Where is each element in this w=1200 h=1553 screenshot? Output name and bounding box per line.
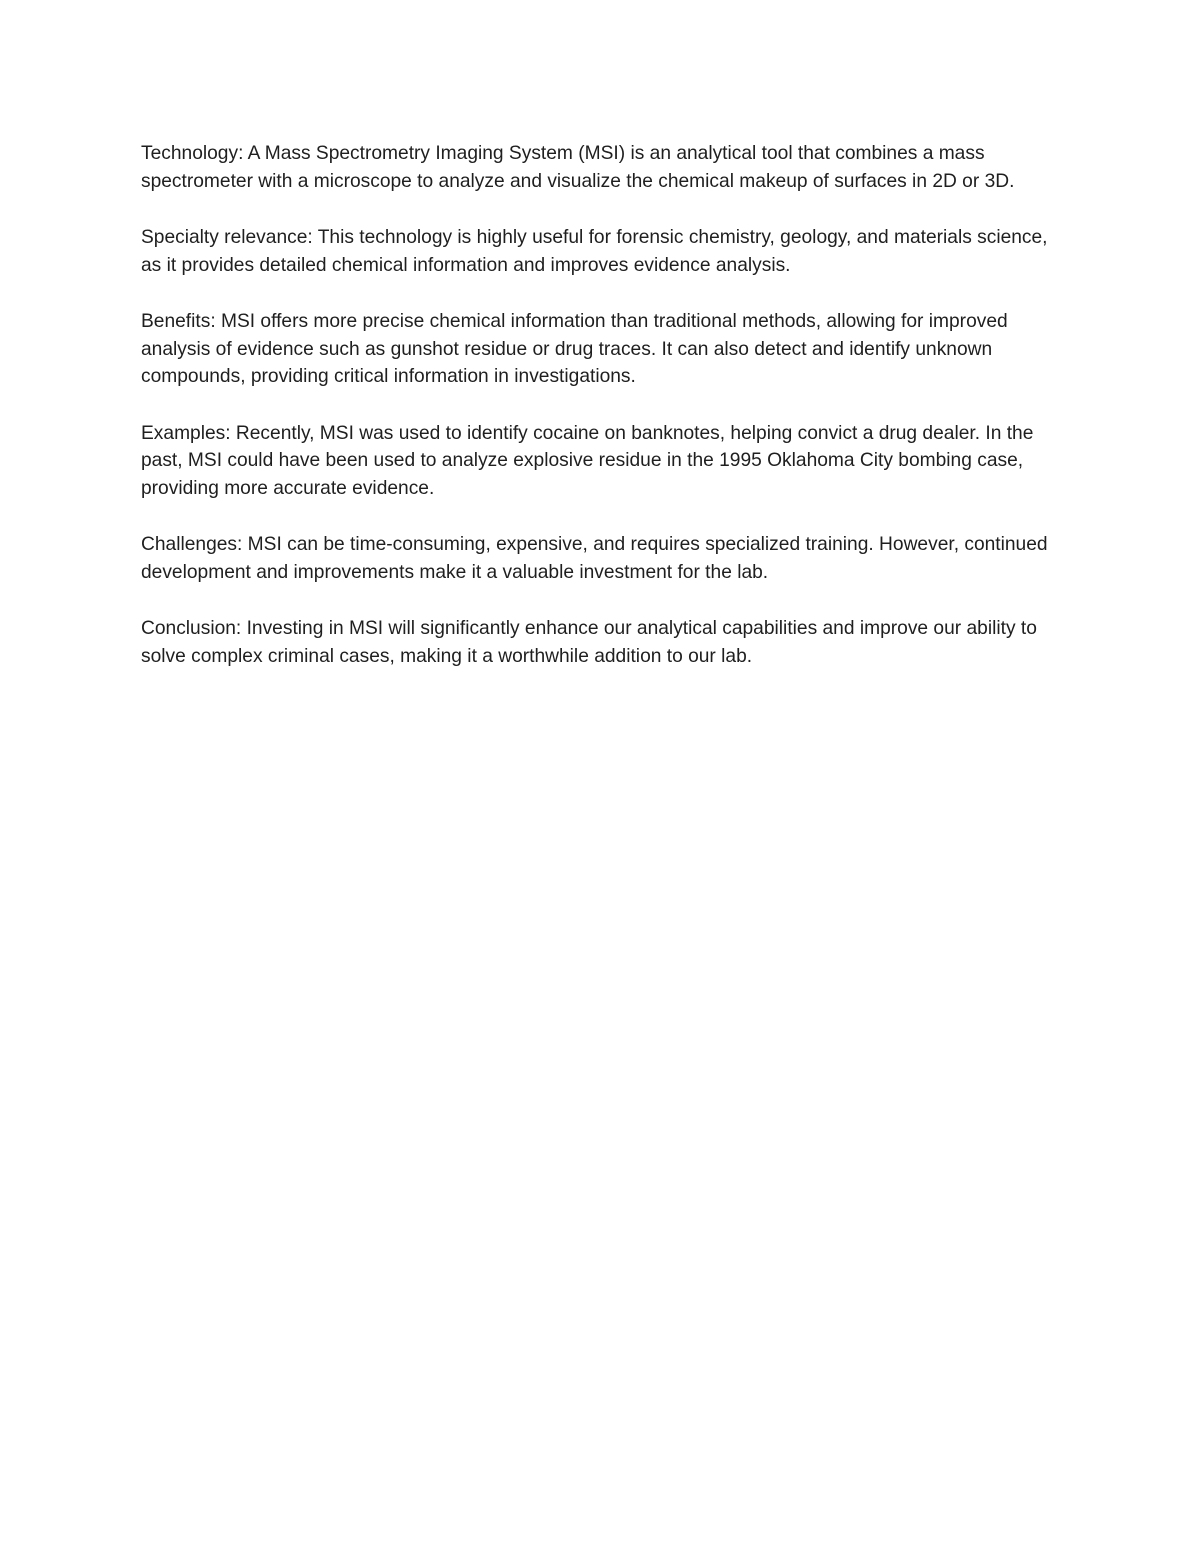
paragraph-conclusion: Conclusion: Investing in MSI will significantly enhance our analytical capabilities and improve our ability to solve complex criminal cases, making it a worthwhile addition to our lab. [141,618,1037,667]
paragraph-technology: Technology: A Mass Spectrometry Imaging System (MSI) is an analytical tool that combines a mass spectrometer with a microscope to analyze and visualize the chemical makeup of surfaces in 2D or 3D. [141,143,1015,192]
paragraph-benefits: Benefits: MSI offers more precise chemical information than traditional methods, allowing for improved analysis of evidence such as gunshot residue or drug traces. It can also detect and identify unknown compounds, providing critical information in investigations. [141,311,1008,387]
document-body [141,140,1066,699]
paragraph-challenges: Challenges: MSI can be time-consuming, expensive, and requires specialized training. However, continued development and improvements make it a valuable investment for the lab. [141,534,1048,583]
paragraph-specialty-relevance: Specialty relevance: This technology is highly useful for forensic chemistry, geology, and materials science, as it provides detailed chemical information and improves evidence analysis. [141,227,1048,276]
paragraph-examples: Examples: Recently, MSI was used to identify cocaine on banknotes, helping convict a drug dealer. In the past, MSI could have been used to analyze explosive residue in the 1995 Oklahoma City bombing case, providing more accurate evidence. [141,422,1034,499]
